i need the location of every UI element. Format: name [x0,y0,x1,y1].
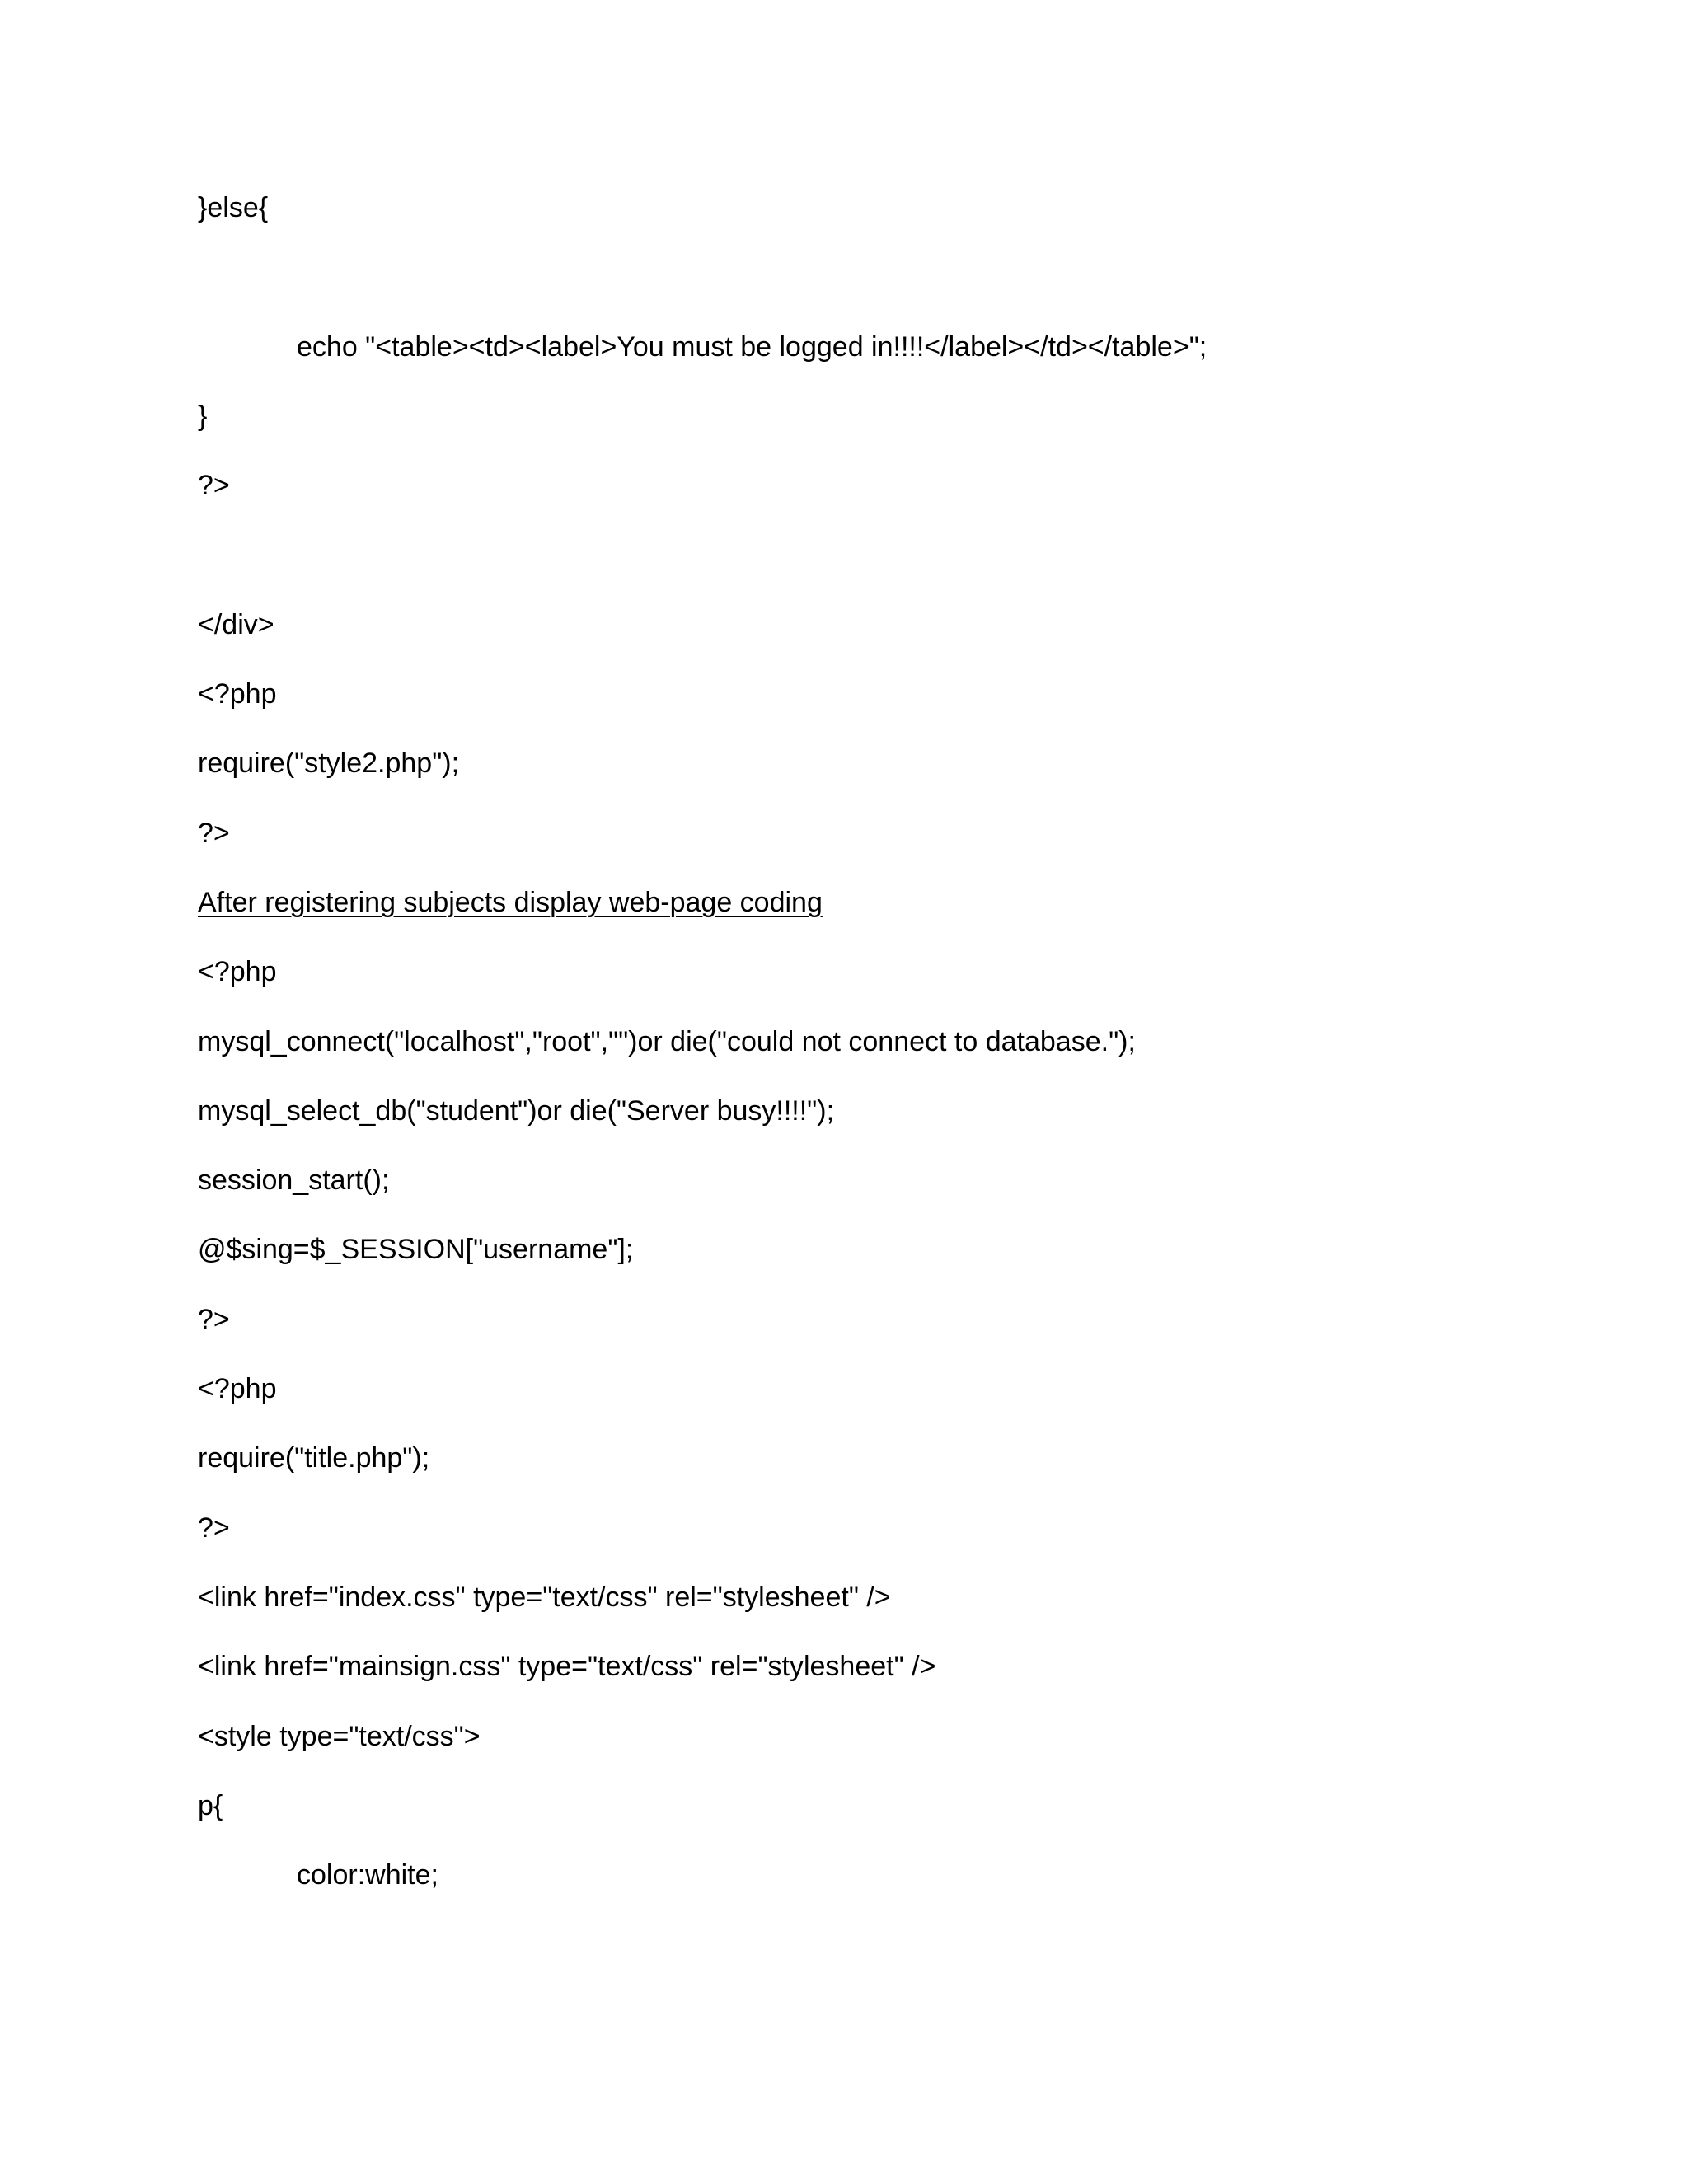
code-line: <?php [198,1373,277,1405]
code-line: ?> [198,470,230,502]
code-line: require("style2.php"); [198,748,460,780]
code-line: <link href="index.css" type="text/css" rel="stylesheet" /> [198,1581,891,1613]
code-line: echo "<table><td><label>You must be logged in!!!!</label></td></table>"; [297,330,1207,363]
code-line: <style type="text/css"> [198,1720,481,1752]
code-line: @$sing=$_SESSION["username"]; [198,1234,634,1266]
code-line: p{ [198,1789,223,1821]
blank-line [198,260,1599,330]
code-line: ?> [198,817,230,849]
code-line: mysql_connect("localhost","root","")or die("could not connect to database."); [198,1025,1136,1057]
code-line: color:white; [297,1859,438,1891]
section-heading: After registering subjects display web-page coding [198,886,823,918]
code-listing [198,191,1599,1928]
code-line: </div> [198,608,274,640]
code-line: <?php [198,956,277,988]
code-line: ?> [198,1511,230,1544]
code-line: }else{ [198,192,269,223]
code-line: session_start(); [198,1165,390,1197]
code-line: <?php [198,678,277,710]
code-line: require("title.php"); [198,1442,430,1474]
code-line: mysql_select_db("student")or die("Server busy!!!!"); [198,1094,835,1127]
blank-line [198,538,1599,607]
code-line: ?> [198,1303,230,1335]
code-line: <link href="mainsign.css" type="text/css" rel="stylesheet" /> [198,1651,936,1683]
code-line: } [198,400,208,432]
